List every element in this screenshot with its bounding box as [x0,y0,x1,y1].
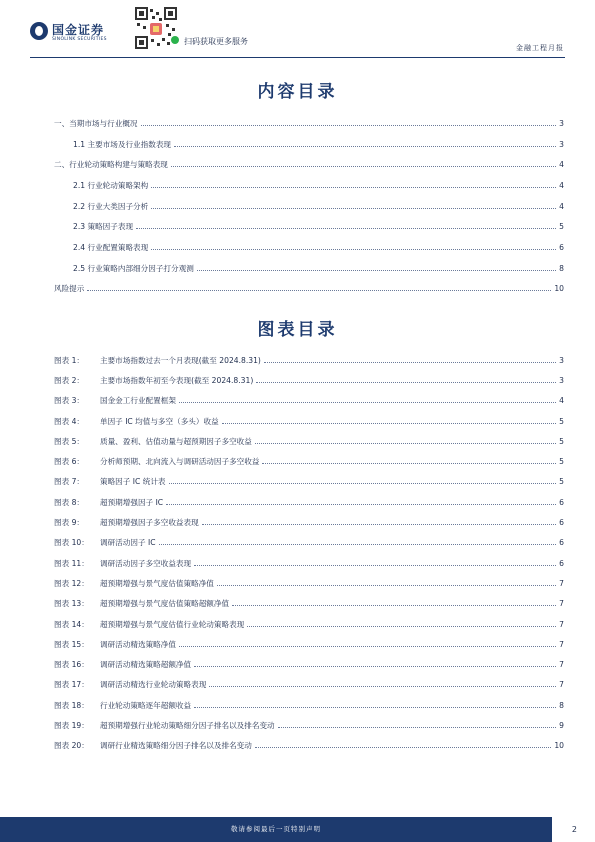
figure-entry-label [54,659,191,670]
figure-entry[interactable] [54,451,564,471]
toc-entry-label: 二、行业轮动策略构建与策略表现 [54,160,168,170]
dot-leader [179,646,556,647]
toc-entry[interactable] [54,258,564,279]
toc-entry[interactable] [54,154,564,175]
figure-entry-number: 图表 1： [54,355,85,365]
figure-entry[interactable] [54,370,564,390]
toc-entry[interactable] [54,196,564,217]
figure-entry-number: 图表 3： [54,396,85,406]
dot-leader [255,747,551,748]
figure-entry-number: 图表 12： [54,578,89,588]
figure-entry-label [54,619,244,630]
figure-entry-number: 图表 20： [54,741,89,751]
toc-entry-label: 2.3 策略因子表现 [73,222,134,232]
toc-entry-label: 一、当期市场与行业概况 [54,118,138,128]
figure-entry-title: 主要市场指数过去一个月表现(截至 2024.8.31) [100,355,261,365]
figure-entry[interactable] [54,431,564,451]
figure-entry[interactable] [54,350,564,370]
figure-entry-number: 图表 2： [54,375,85,385]
figures-list-title: 图表目录 [257,320,338,340]
figure-entry[interactable] [54,472,564,492]
figure-entry-page: 7 [559,599,564,609]
figure-entry[interactable] [54,573,564,593]
figure-entry-number: 图表 15： [54,639,89,649]
figure-entry-page: 6 [559,538,564,548]
figure-entry-title: 超预期增强与景气度估值行业轮动策略表现 [100,619,245,629]
figure-entry-title: 超预期增强与景气度估值策略超额净值 [100,599,230,609]
toc-entry-label: 2.4 行业配置策略表现 [73,242,149,252]
figure-entry-label [54,598,229,609]
page-footer [0,817,595,842]
report-type-label: 金融工程月报 [516,44,564,52]
dot-leader [222,423,556,424]
toc-entry[interactable] [54,237,564,258]
figure-entry[interactable] [54,533,564,553]
figure-entry-number: 图表 17： [54,680,89,690]
toc-entry[interactable] [54,175,564,196]
figures-list [54,350,564,756]
figure-entry-number: 图表 10： [54,538,89,548]
toc-entry-label: 风险提示 [54,284,85,294]
figure-entry-page: 7 [559,619,564,629]
figure-entry[interactable] [54,553,564,573]
wechat-scan-icon [171,36,179,44]
dot-leader [278,727,557,728]
figure-entry-page: 7 [559,680,564,690]
figure-entry-number: 图表 4： [54,416,85,426]
figure-entry[interactable] [54,512,564,532]
dot-leader [256,382,556,383]
qr-code-icon[interactable] [134,6,178,50]
figure-entry-number: 图表 16： [54,660,89,670]
figure-entry-label [54,355,261,366]
figure-entry-number: 图表 5： [54,436,85,446]
figure-entry-page: 6 [559,518,564,528]
figure-entry-title: 国金金工行业配置框架 [100,396,176,406]
dot-leader [179,402,556,403]
figure-entry[interactable] [54,675,564,695]
dot-leader [174,146,556,147]
figure-entry-page: 5 [559,477,564,487]
figure-entry-label [54,436,252,447]
figure-entry-page: 3 [559,355,564,365]
figure-entry-page: 5 [559,436,564,446]
dot-leader [87,290,551,291]
figure-entry-label [54,679,206,690]
logo-chinese-name: 国金证券 [52,23,105,37]
figure-entry-page: 3 [559,375,564,385]
toc-entry-label: 2.5 行业策略内部细分因子打分观测 [73,263,194,273]
figure-entry-title: 策略因子 IC 统计表 [100,477,166,487]
sinolink-logo-mark-icon [30,22,48,40]
figure-entry[interactable] [54,492,564,512]
figure-entry-page: 7 [559,660,564,670]
dot-leader [255,443,556,444]
logo-english-name: SINOLINK SECURITIES [52,37,107,42]
figure-entry-page: 5 [559,457,564,467]
figure-entry-title: 调研活动因子多空收益表现 [100,558,192,568]
figure-entry-label [54,395,176,406]
toc-entry-page: 10 [554,284,564,294]
figure-entry-number: 图表 11： [54,558,89,568]
figure-entry-title: 主要市场指数年初至今表现(截至 2024.8.31) [100,375,254,385]
figure-entry-label [54,476,166,487]
figure-entry-page: 8 [559,700,564,710]
figure-entry-title: 分析师预期、北向流入与调研活动因子多空收益 [100,457,260,467]
toc-entry-page: 3 [559,118,564,128]
toc-entry-page: 4 [559,180,564,190]
dot-leader [194,565,556,566]
header-divider [30,57,565,58]
figure-entry-page: 7 [559,578,564,588]
dot-leader [202,524,556,525]
figure-entry[interactable] [54,715,564,735]
dot-leader [159,544,557,545]
dot-leader [194,666,556,667]
figure-entry[interactable] [54,634,564,654]
toc-entry[interactable] [54,279,564,300]
toc-entry-page: 6 [559,242,564,252]
figure-entry-page: 4 [559,396,564,406]
figure-entry-label [54,720,275,731]
qr-code-graphic [134,6,178,50]
dot-leader [151,249,556,250]
toc-list [54,113,564,299]
dot-leader [151,208,556,209]
toc-entry-page: 4 [559,160,564,170]
figure-entry[interactable] [54,411,564,431]
figure-entry-title: 超预期增强与景气度估值策略净值 [100,578,214,588]
figure-entry[interactable] [54,695,564,715]
figure-entry-page: 10 [554,741,564,751]
figure-entry-page: 6 [559,497,564,507]
figure-entry-label [54,517,199,528]
figure-entry-number: 图表 19： [54,720,89,730]
figure-entry-number: 图表 18： [54,700,89,710]
figure-entry-label [54,578,214,589]
toc-entry-page: 4 [559,201,564,211]
dot-leader [262,463,556,464]
figure-entry-label [54,456,259,467]
figure-entry-title: 调研活动因子 IC [100,538,156,548]
figure-entry[interactable] [54,594,564,614]
figure-entry-number: 图表 8： [54,497,85,507]
figure-entry-label [54,740,252,751]
figure-entry-title: 超预期增强因子 IC [100,497,164,507]
figure-entry-number: 图表 7： [54,477,85,487]
figure-entry[interactable] [54,614,564,634]
toc-entry-page: 5 [559,222,564,232]
figure-entry-number: 图表 6： [54,457,85,467]
figure-entry-number: 图表 9： [54,518,85,528]
toc-entry[interactable] [54,216,564,237]
figure-entry-page: 7 [559,639,564,649]
figure-entry-label [54,416,219,427]
figure-entry-title: 超预期增强因子多空收益表现 [100,518,199,528]
sinolink-logo [30,20,120,48]
dot-leader [247,626,556,627]
dot-leader [217,585,556,586]
figure-entry-number: 图表 14： [54,619,89,629]
dot-leader [171,166,556,167]
toc-entry-page: 3 [559,139,564,149]
toc-entry[interactable] [54,134,564,155]
toc-entry[interactable] [54,113,564,134]
figure-entry-label [54,497,163,508]
figure-entry-title: 行业轮动策略逐年超额收益 [100,700,192,710]
dot-leader [197,270,556,271]
figure-entry-page: 5 [559,416,564,426]
dot-leader [166,504,556,505]
toc-title: 内容目录 [257,82,338,102]
toc-entry-label: 2.2 行业大类因子分析 [73,201,149,211]
figure-entry-title: 调研行业精选策略细分因子排名以及排名变动 [100,741,252,751]
dot-leader [232,605,556,606]
figure-entry-label [54,375,253,386]
dot-leader [194,707,556,708]
figure-entry-label [54,700,191,711]
toc-entry-label: 1.1 主要市场及行业指数表现 [73,139,172,149]
figure-entry-title: 调研活动精选策略超额净值 [100,660,192,670]
dot-leader [151,187,556,188]
dot-leader [264,362,556,363]
page-number: 2 [571,825,577,834]
figure-entry-label [54,537,156,548]
figure-entry-label [54,639,176,650]
figure-entry-label [54,558,191,569]
dot-leader [136,228,556,229]
dot-leader [141,125,557,126]
figure-entry-title: 调研活动精选行业轮动策略表现 [100,680,207,690]
scan-prompt-text: 扫码获取更多服务 [184,37,248,46]
figure-entry-title: 质量、盈利、估值动量与超预期因子多空收益 [100,436,252,446]
toc-entry-page: 8 [559,263,564,273]
footer-disclaimer: 敬请参阅最后一页特别声明 [231,825,321,833]
figure-entry-number: 图表 13： [54,599,89,609]
dot-leader [169,483,557,484]
figure-entry-page: 9 [559,720,564,730]
figure-entry-title: 单因子 IC 均值与多空（多头）收益 [100,416,219,426]
figure-entry[interactable] [54,736,564,756]
figure-entry[interactable] [54,654,564,674]
figure-entry-page: 6 [559,558,564,568]
figure-entry-title: 调研活动精选策略净值 [100,639,176,649]
dot-leader [209,686,556,687]
figure-entry[interactable] [54,391,564,411]
figure-entry-title: 超预期增强行业轮动策略细分因子排名以及排名变动 [100,720,275,730]
toc-entry-label: 2.1 行业轮动策略架构 [73,180,149,190]
